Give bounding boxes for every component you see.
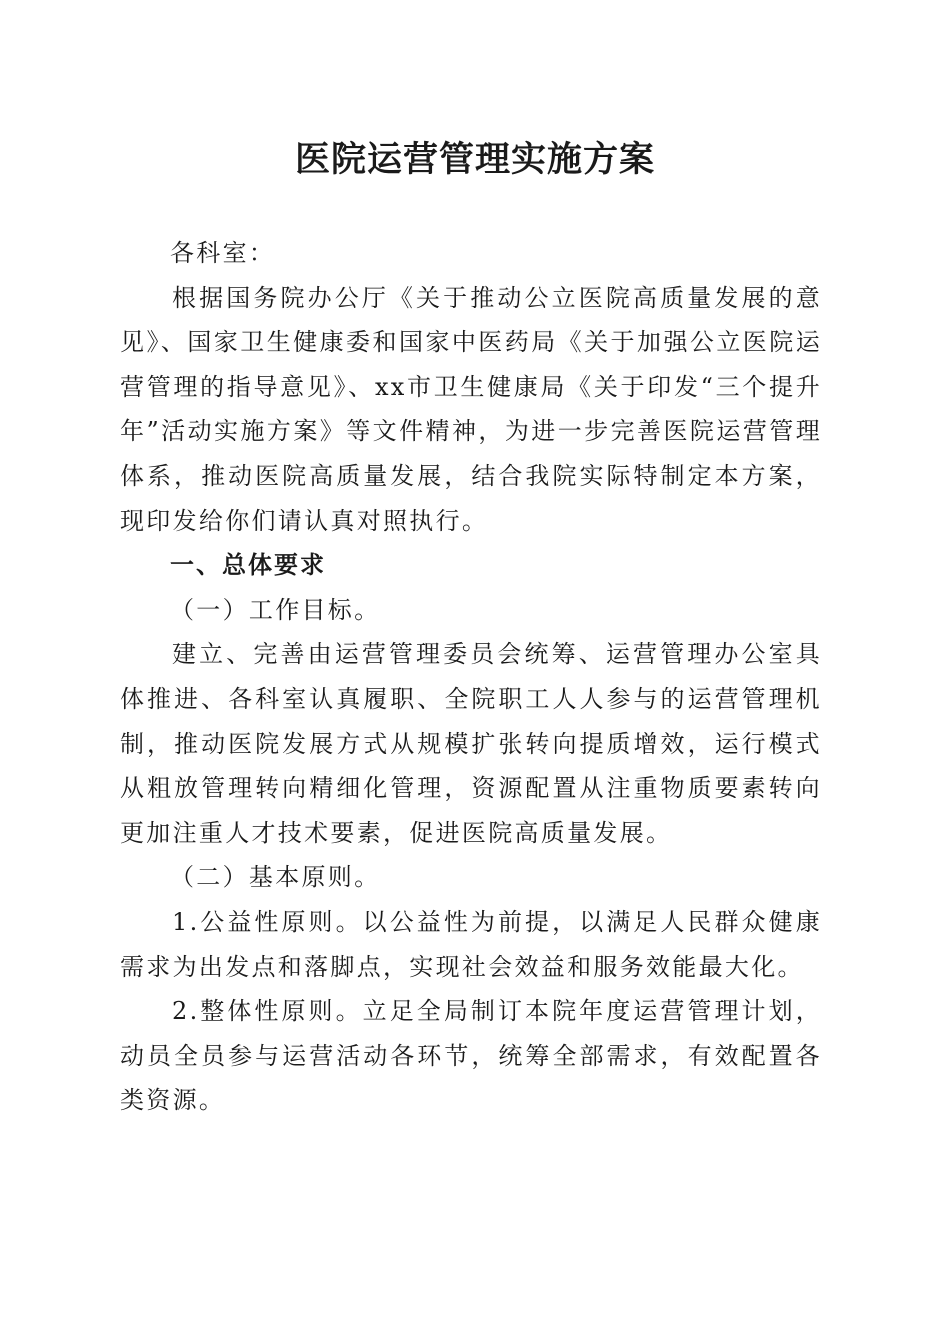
section-heading-overall-requirements: 一、总体要求 xyxy=(170,551,326,580)
subsection-heading-work-goals: （一）工作目标。 xyxy=(170,595,381,624)
subsection-heading-basic-principles: （二）基本原则。 xyxy=(170,863,381,892)
work-goals-paragraph: 建立、完善由运营管理委员会统筹、运营管理办公室具体推进、各科室认真履职、全院职工人人参与的运营管理机制，推动医院发展方式从规模扩张转向提质增效，运行模式从粗放管理转向精细化管理，资源配置从注重物质要素转向更加注重人才技术要素，促进医院高质量发展。 xyxy=(120,640,822,847)
document-body xyxy=(120,231,822,1123)
principle-public-welfare: 1.公益性原则。以公益性为前提，以满足人民群众健康需求为出发点和落脚点，实现社会效益和服务效能最大化。 xyxy=(120,907,822,981)
document-title: 医院运营管理实施方案 xyxy=(294,139,655,180)
salutation: 各科室： xyxy=(170,239,276,267)
intro-paragraph: 根据国务院办公厅《关于推动公立医院高质量发展的意见》、国家卫生健康委和国家中医药局《关于加强公立医院运营管理的指导意见》、xx市卫生健康局《关于印发“三个提升年”活动实施方案》等文件精神，为进一步完善医院运营管理体系，推动医院高质量发展，结合我院实际特制定本方案，现印发给你们请认真对照执行。 xyxy=(120,283,822,535)
principle-integrity: 2.整体性原则。立足全局制订本院年度运营管理计划，动员全员参与运营活动各环节，统筹全部需求，有效配置各类资源。 xyxy=(120,997,822,1115)
